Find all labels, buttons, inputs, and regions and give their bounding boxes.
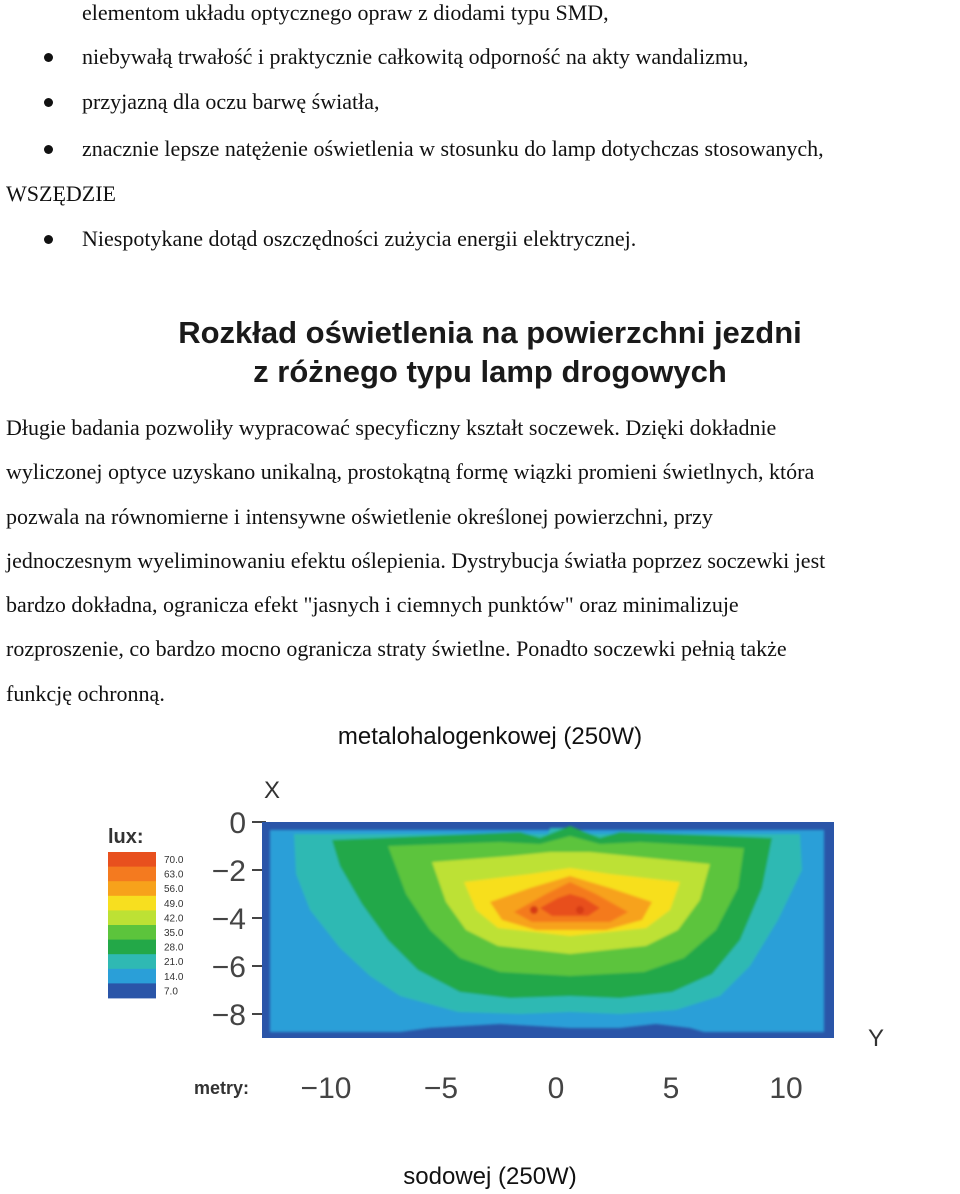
legend-swatch (108, 867, 156, 882)
legend-label: 49.0 (164, 898, 184, 910)
horizontal-tick-label: 10 (769, 1072, 803, 1105)
vertical-tick-label: −8 (211, 999, 246, 1032)
horizontal-tick-label: 0 (547, 1072, 565, 1105)
bullet-text: niebywałą trwałość i praktycznie całkowitą odporność na akty wandalizmu, (82, 44, 749, 69)
horizontal-tick-label: −10 (300, 1072, 352, 1105)
paragraph-line: rozproszenie, co bardzo mocno ogranicza straty świetlne. Ponadto soczewki pełnią także (6, 636, 787, 662)
vertical-tick-label: −6 (211, 951, 246, 984)
legend-swatch (108, 910, 156, 925)
axis-label-y: Y (868, 1025, 885, 1052)
axis-label-x: X (264, 777, 281, 804)
paragraph-line: pozwala na równomierne i intensywne oświetlenie określonej powierzchni, przy (6, 503, 713, 529)
legend-swatch (108, 925, 156, 940)
legend-label: 35.0 (164, 928, 184, 939)
figure-caption: metalohalogenkowej (250W) (337, 723, 643, 750)
illuminance-heatmap (100, 770, 900, 1110)
section-heading-line-2: z różnego typu lamp drogowych (253, 354, 727, 389)
horizontal-axis (301, 1072, 803, 1105)
legend-swatch (108, 969, 156, 984)
legend-swatch (108, 896, 156, 911)
legend-swatch (108, 881, 156, 896)
color-legend (108, 852, 184, 998)
bullet-text: Niespotykane dotąd oszczędności zużycia energii elektrycznej. (82, 226, 637, 251)
bullet-dot-icon (44, 53, 53, 62)
vertical-tick-label: −2 (211, 855, 246, 888)
legend-swatch (108, 983, 156, 998)
vertical-tick-label: 0 (229, 807, 246, 840)
bullet-dot-icon (44, 235, 53, 244)
plot-area (262, 822, 834, 1038)
paragraph-line: bardzo dokładna, ogranicza efekt "jasnych i ciemnych punktów" oraz minimalizuje (6, 592, 739, 618)
hotspot-left (530, 906, 538, 914)
body-paragraph (6, 406, 960, 716)
legend-swatch (108, 852, 156, 867)
legend-swatch (108, 940, 156, 955)
paragraph-line: wyliczonej optyce uzyskano unikalną, prostokątną formę wiązki promieni świetlnych, która (6, 459, 815, 485)
hotspot-right (576, 906, 584, 914)
section-heading-line-1: Rozkład oświetlenia na powierzchni jezdni (178, 315, 802, 350)
plain-line: WSZĘDZIE (6, 181, 116, 206)
vertical-tick-label: −4 (211, 903, 246, 936)
legend-title: lux: (108, 826, 144, 848)
legend-label: 70.0 (164, 855, 184, 866)
bullet-text: znacznie lepsze natężenie oświetlenia w stosunku do lamp dotychczas stosowanych, (82, 136, 824, 161)
bullet-text: przyjazną dla oczu barwę światła, (82, 89, 380, 114)
legend-label: 42.0 (164, 913, 184, 925)
legend-label: 63.0 (164, 869, 184, 881)
legend-label: 28.0 (164, 942, 184, 954)
legend-label: 21.0 (164, 957, 184, 969)
vertical-axis (212, 807, 266, 1032)
bullet-dot-icon (44, 145, 53, 154)
figure-caption: sodowej (250W) (403, 1163, 577, 1190)
horizontal-tick-label: −5 (423, 1072, 459, 1105)
paragraph-line: funkcję ochronną. (6, 680, 165, 706)
paragraph-line: Długie badania pozwoliły wypracować specyficzny kształt soczewek. Dzięki dokładnie (6, 415, 777, 440)
units-label: metry: (194, 1078, 250, 1098)
bullet-dot-icon (44, 98, 53, 107)
legend-label: 56.0 (164, 884, 184, 896)
bullet-text: elementom układu optycznego opraw z diodami typu SMD, (82, 0, 609, 25)
legend-swatch (108, 954, 156, 969)
horizontal-tick-label: 5 (662, 1072, 680, 1105)
paragraph-line: jednoczesnym wyeliminowaniu efektu oślepienia. Dystrybucja światła poprzez soczewki jest (6, 547, 826, 573)
legend-label: 14.0 (164, 971, 184, 983)
legend-label: 7.0 (164, 986, 178, 998)
